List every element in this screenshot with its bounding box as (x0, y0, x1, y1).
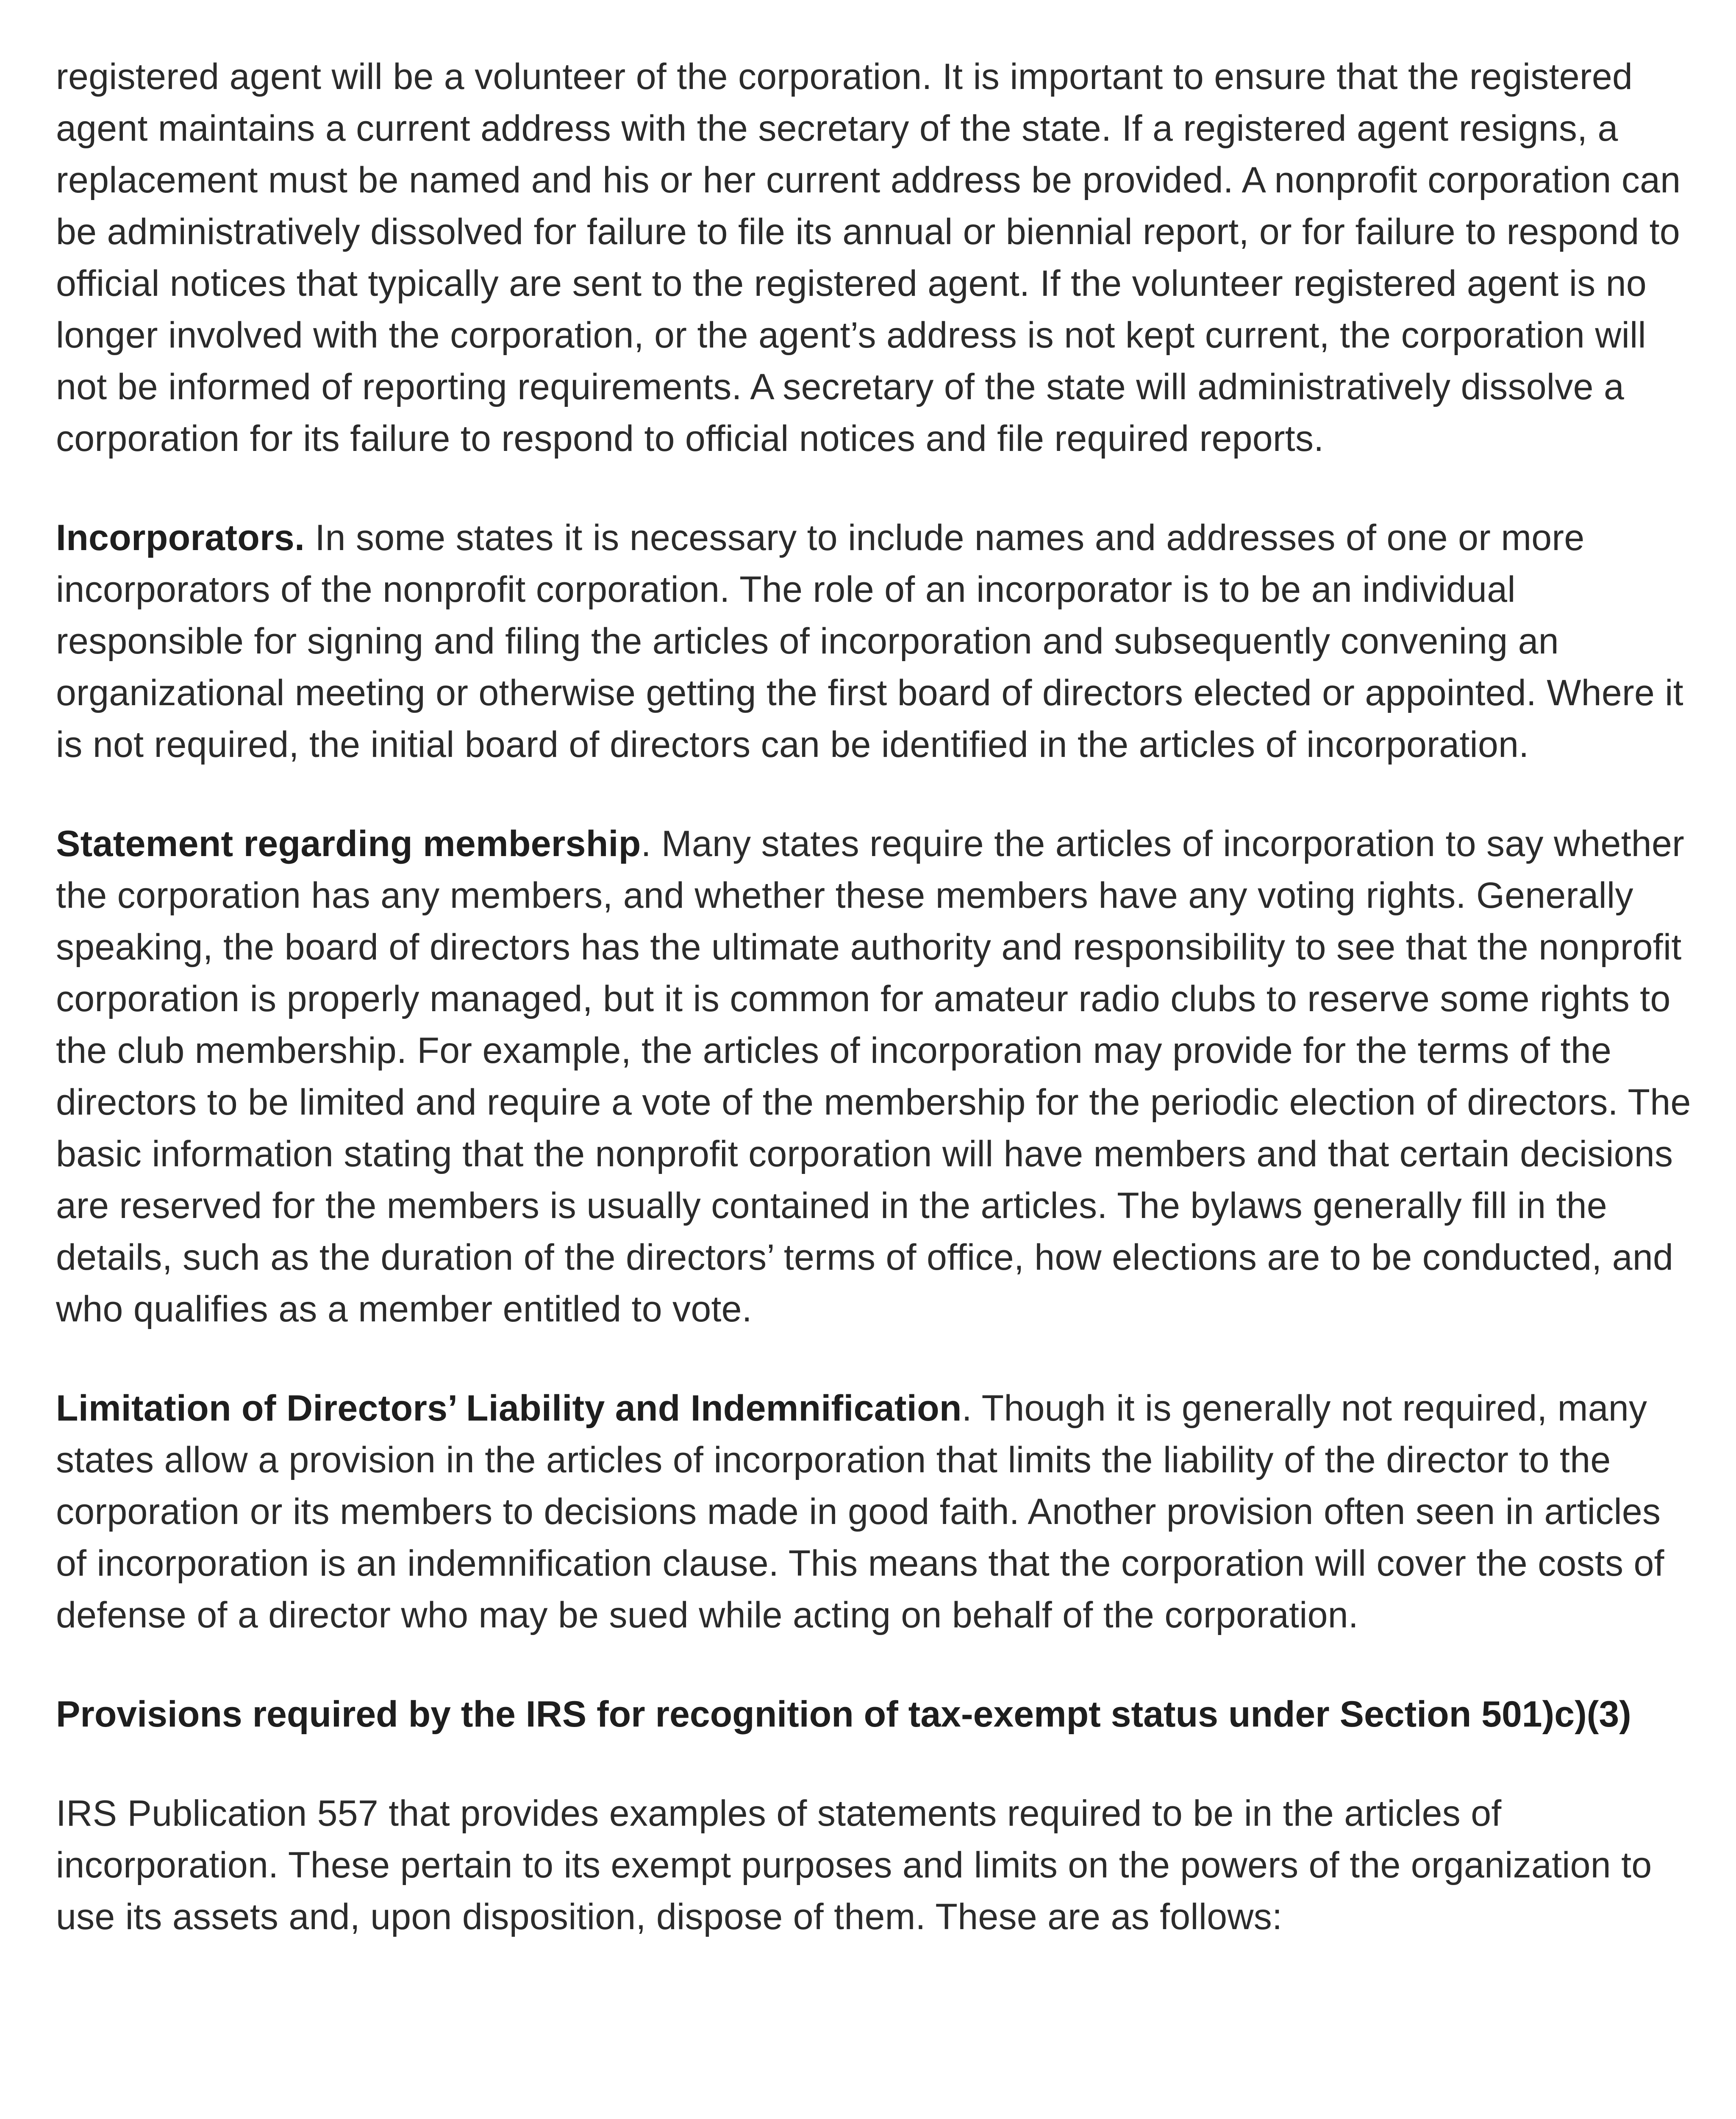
paragraph-lead: Statement regarding membership (56, 823, 641, 864)
paragraph-membership (56, 818, 1700, 1335)
paragraph-lead: Limitation of Directors’ Liability and Indemnification (56, 1388, 962, 1429)
section-heading-irs-provisions: Provisions required by the IRS for recognition of tax-exempt status under Section 501)c)(3) (56, 1694, 1631, 1735)
paragraph-liability (56, 1382, 1700, 1641)
paragraph-text: registered agent will be a volunteer of the corporation. It is important to ensure that the registered agent maintains a current address with the secretary of the state. If a registered agent resigns, a replacement must be named and his or her current address be provided. A nonprofit corporation can be administratively dissolved for failure to file its annual or biennial report, or for failure to respond to official notices that typically are sent to the registered agent. If the volunteer registered agent is no longer involved with the corporation, or the agent’s address is not kept current, the corporation will not be informed of reporting requirements. A secretary of the state will administratively dissolve a corporation for its failure to respond to official notices and file required reports. (56, 56, 1681, 459)
paragraph-text: IRS Publication 557 that provides examples of statements required to be in the articles of incorporation. These pertain to its exempt purposes and limits on the powers of the organization to use its assets and, upon disposition, dispose of them. These are as follows: (56, 1793, 1652, 1937)
paragraph-lead: Incorporators. (56, 517, 305, 558)
paragraph-incorporators (56, 512, 1700, 770)
paragraph-text: . Though it is generally not required, many states allow a provision in the articles of incorporation that limits the liability of the director to the corporation or its members to decisions made in good faith. Another provision often seen in articles of incorporation is an indemnification clause. This means that the corporation will cover the costs of defense of a director who may be sued while acting on behalf of the corporation. (56, 1388, 1664, 1635)
paragraph-text: In some states it is necessary to include names and addresses of one or more incorporators of the nonprofit corporation. The role of an incorporator is to be an individual responsible for signing and filing the articles of incorporation and subsequently convening an organizational meeting or otherwise getting the first board of directors elected or appointed. Where it is not required, the initial board of directors can be identified in the articles of incorporation. (56, 517, 1683, 765)
document-page (56, 51, 1700, 1943)
paragraph-irs-publication (56, 1788, 1700, 1943)
paragraph-registered-agent (56, 51, 1700, 464)
paragraph-text: . Many states require the articles of incorporation to say whether the corporation has any members, and whether these members have any voting rights. Generally speaking, the board of directors has the ultimate authority and responsibility to see that the nonprofit corporation is properly managed, but it is common for amateur radio clubs to reserve some rights to the club membership. For example, the articles of incorporation may provide for the terms of the directors to be limited and require a vote of the membership for the periodic election of directors. The basic information stating that the nonprofit corporation will have members and that certain decisions are reserved for the members is usually contained in the articles. The bylaws generally fill in the details, such as the duration of the directors’ terms of office, how elections are to be conducted, and who qualifies as a member entitled to vote. (56, 823, 1691, 1329)
